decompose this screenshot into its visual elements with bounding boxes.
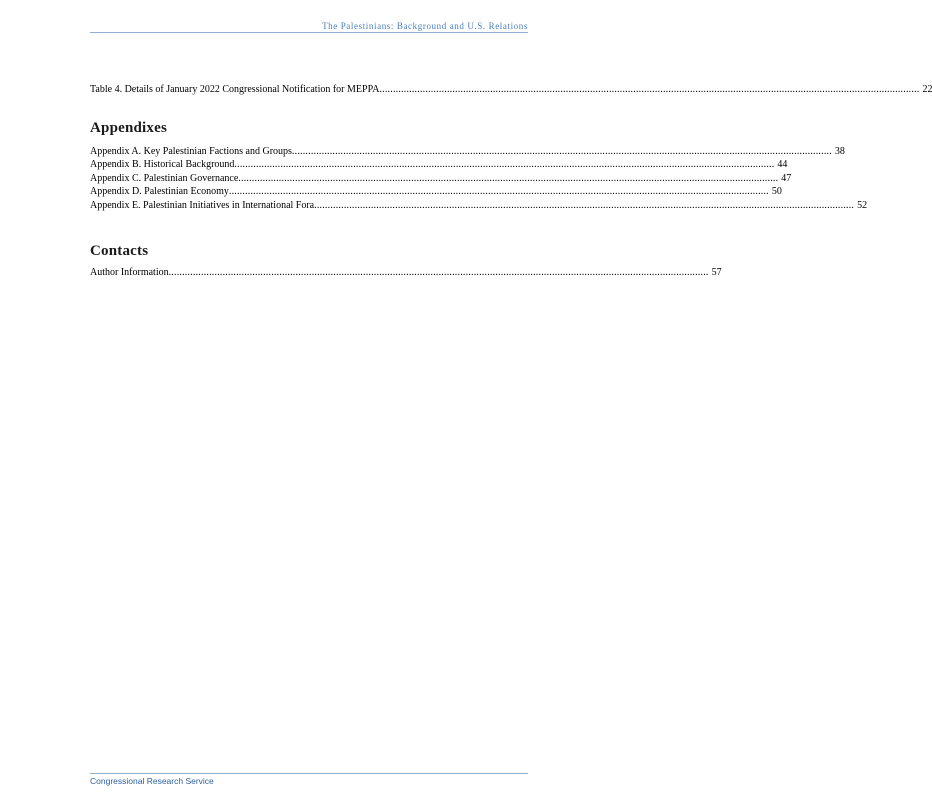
- running-header: The Palestinians: Background and U.S. Relations: [322, 21, 528, 31]
- toc-entry-label: Appendix C. Palestinian Governance: [90, 172, 239, 184]
- toc-entry-page: 22: [922, 84, 932, 95]
- toc-entry-author-information[interactable]: [90, 266, 722, 279]
- toc-entry-page: 52: [857, 199, 868, 211]
- dot-leader: ........................................................................................................................................................................................................: [168, 267, 709, 278]
- toc-entry-appendix-c[interactable]: [90, 172, 792, 185]
- dot-leader: ........................................................................................................................................................................................................: [238, 172, 779, 184]
- running-footer: Congressional Research Service: [90, 776, 214, 786]
- dot-leader: ........................................................................................................................................................................................................: [228, 186, 769, 198]
- contacts-heading: Contacts: [90, 243, 149, 259]
- dot-leader: ........................................................................................................................................................................................................: [379, 84, 920, 95]
- dot-leader: ........................................................................................................................................................................................................: [291, 146, 832, 157]
- dot-leader: ........................................................................................................................................................................................................: [234, 159, 775, 171]
- header-rule: [90, 32, 528, 33]
- toc-entry-table-4[interactable]: [90, 83, 932, 96]
- toc-entry-appendix-b[interactable]: [90, 158, 788, 171]
- dot-leader: ........................................................................................................................................................................................................: [314, 199, 855, 211]
- toc-entry-label: Appendix A. Key Palestinian Factions and Groups: [90, 146, 292, 157]
- toc-entry-page: 57: [711, 267, 722, 278]
- appendixes-heading: Appendixes: [90, 120, 168, 136]
- footer-rule: [90, 773, 528, 774]
- tables-list: [90, 83, 932, 96]
- toc-entry-appendix-d[interactable]: [90, 185, 782, 198]
- toc-entry-label: Author Information: [90, 267, 169, 278]
- toc-entry-label: Appendix B. Historical Background: [90, 159, 235, 171]
- toc-entry-appendix-e[interactable]: [90, 199, 868, 212]
- toc-entry-label: Appendix E. Palestinian Initiatives in International Fora: [90, 199, 315, 211]
- toc-entry-page: 50: [771, 186, 782, 198]
- toc-entry-page: 38: [834, 146, 845, 157]
- toc-entry-appendix-a[interactable]: [90, 145, 845, 158]
- toc-entry-page: 44: [777, 159, 788, 171]
- appendixes-list: [90, 145, 868, 212]
- toc-entry-page: 47: [781, 172, 792, 184]
- toc-entry-label: Appendix D. Palestinian Economy: [90, 186, 229, 198]
- toc-entry-label: Table 4. Details of January 2022 Congressional Notification for MEPPA: [90, 84, 380, 95]
- contacts-list: [90, 266, 722, 279]
